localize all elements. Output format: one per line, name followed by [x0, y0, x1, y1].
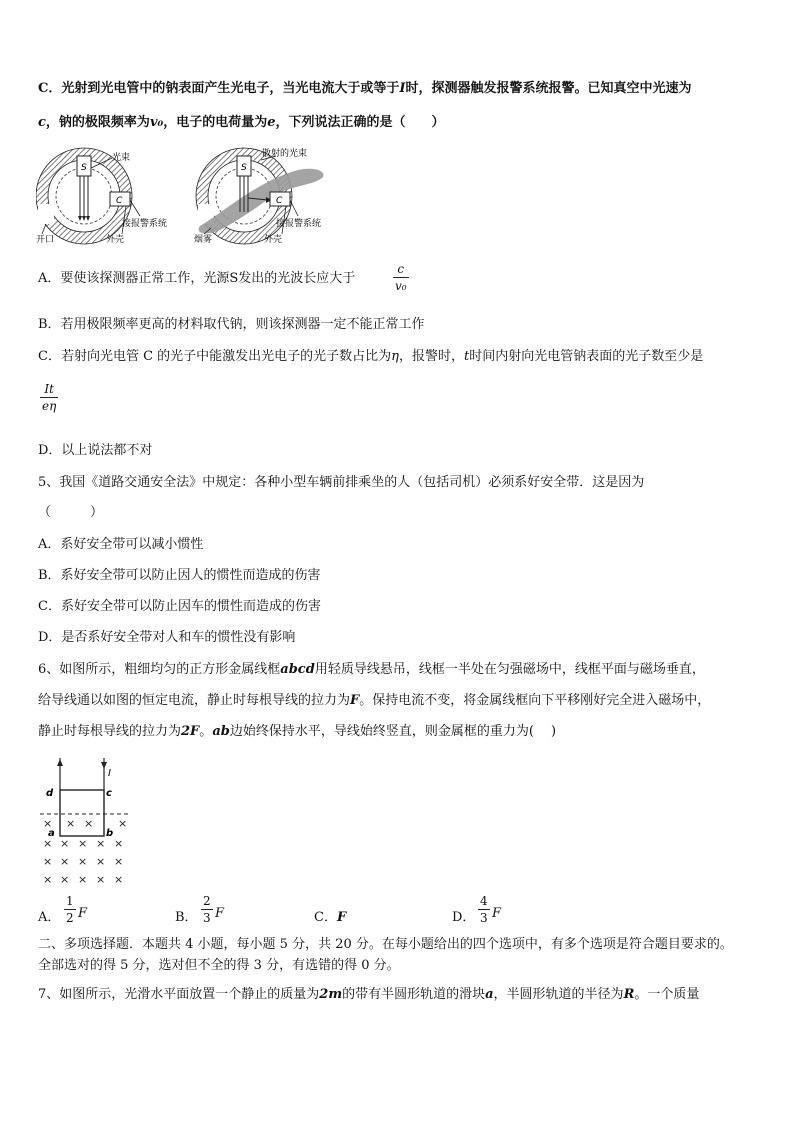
q6-option-a-F: F	[78, 906, 88, 921]
label-shell-right: 外壳	[264, 235, 283, 245]
field-x-mark: ×	[43, 873, 53, 886]
q4-stem-line1: C．光射到光电管中的钠表面产生光电子，当光电流大于或等于I时，探测器触发报警系统报警。已知真空中光速为	[38, 81, 692, 96]
section2-heading-line1: 二、多项选择题．本题共 4 小题，每小题 5 分，共 20 分。在每小题给出的四个选项中，有多个选项是符合题目要求的。	[38, 937, 733, 952]
label-smoke: 烟雾	[194, 235, 213, 245]
label-C-left: C	[116, 196, 123, 206]
field-x-mark: ×	[66, 817, 76, 830]
q5-option-c: C．系好安全带可以防止因车的惯性而造成的伤害	[38, 599, 321, 614]
label-opening: 开口	[36, 235, 55, 245]
q6-option-b-fraction: 2 3	[203, 894, 211, 925]
q6-stem-line1: 6、如图所示，粗细均匀的正方形金属线框abcd用轻质导线悬吊，线框一半处在匀强磁场中，线框平面与磁场垂直，	[38, 662, 705, 677]
field-x-mark: ×	[78, 855, 88, 868]
q5-option-d: D．是否系好安全带对人和车的惯性没有影响	[38, 630, 296, 645]
field-x-mark: ×	[60, 837, 70, 850]
q4-stem-line2: c，钠的极限频率为v₀，电子的电荷量为e，下列说法正确的是（ ）	[38, 115, 445, 130]
q5-stem: 5、我国《道路交通安全法》中规定：各种小型车辆前排乘坐的人（包括司机）必须系好安全带．这是因为	[38, 475, 645, 490]
q6-option-d-fraction: 4 3	[480, 894, 488, 925]
field-x-mark: ×	[118, 817, 128, 830]
field-x-mark: ×	[60, 873, 70, 886]
field-x-mark: ×	[84, 817, 94, 830]
q6-option-c: C．F	[314, 910, 347, 925]
q6-option-a: A．	[38, 910, 61, 925]
label-d: d	[46, 788, 54, 799]
field-x-mark: ×	[114, 855, 124, 868]
field-x-mark: ×	[43, 817, 53, 830]
field-x-mark: ×	[43, 855, 53, 868]
field-x-mark: ×	[114, 873, 124, 886]
smoke-detector-figure	[36, 146, 336, 248]
section2-heading-line2: 全部选对的得 5 分，选对但不全的得 3 分，有选错的得 0 分。	[38, 958, 400, 973]
label-a: a	[48, 828, 55, 839]
label-beam: 光束	[112, 153, 131, 163]
field-x-mark: ×	[43, 837, 53, 850]
field-x-mark: ×	[114, 837, 124, 850]
field-x-mark: ×	[96, 873, 106, 886]
q5-option-a: A．系好安全带可以减小惯性	[38, 537, 204, 552]
q6-stem-line3: 静止时每根导线的拉力为2F。ab边始终保持水平，导线始终竖直，则金属框的重力为( )	[38, 724, 557, 739]
label-b: b	[106, 828, 114, 839]
q4-option-c: C．若射向光电管 C 的光子中能激发出光电子的光子数占比为η，报警时，t时间内射向光电管钠表面的光子数至少是	[38, 349, 704, 364]
field-x-mark: ×	[60, 855, 70, 868]
frame-magnetic-field-figure	[38, 756, 138, 888]
q7-stem-line1: 7、如图所示，光滑水平面放置一个静止的质量为2m的带有半圆形轨道的滑块a，半圆形轨道的半径为R。一个质量	[38, 987, 700, 1002]
label-C-right: C	[276, 196, 283, 206]
q6-option-d: D．	[452, 910, 476, 925]
label-c: c	[106, 788, 112, 799]
label-alarm-left: 接报警系统	[122, 219, 168, 229]
q6-option-b-F: F	[215, 906, 225, 921]
q5-answer-paren: （ ）	[38, 505, 104, 520]
q4-option-a: A．要使该探测器正常工作，光源S发出的光波长应大于	[38, 271, 356, 286]
detector-right	[196, 148, 324, 244]
field-x-mark: ×	[78, 837, 88, 850]
field-x-mark: ×	[78, 873, 88, 886]
q6-option-a-fraction: 1 2	[66, 894, 74, 925]
q6-option-d-F: F	[492, 906, 502, 921]
label-shell-left: 外壳	[106, 235, 125, 245]
q5-option-b: B．系好安全带可以防止因人的惯性而造成的伤害	[38, 568, 321, 583]
q6-option-b: B．	[175, 910, 198, 925]
q6-stem-line2: 给导线通以如图的恒定电流，静止时每根导线的拉力为F。保持电流不变，将金属线框向下平移刚好完全进入磁场中，	[38, 693, 711, 708]
q4-option-c-fraction: It eη	[42, 382, 57, 413]
q4-option-a-fraction: c v₀	[395, 262, 407, 293]
label-S-right: S	[241, 163, 247, 173]
label-alarm-right: 接报警系统	[276, 219, 322, 229]
label-I: I	[108, 768, 111, 779]
label-scattered-beam: 散射的光束	[262, 149, 308, 159]
label-S-left: S	[81, 163, 87, 173]
q4-option-b: B．若用极限频率更高的材料取代钠，则该探测器一定不能正常工作	[38, 317, 425, 332]
q4-option-d: D．以上说法都不对	[38, 443, 153, 458]
field-x-mark: ×	[96, 855, 106, 868]
magnetic-field-marks	[43, 817, 127, 886]
field-x-mark: ×	[96, 837, 106, 850]
